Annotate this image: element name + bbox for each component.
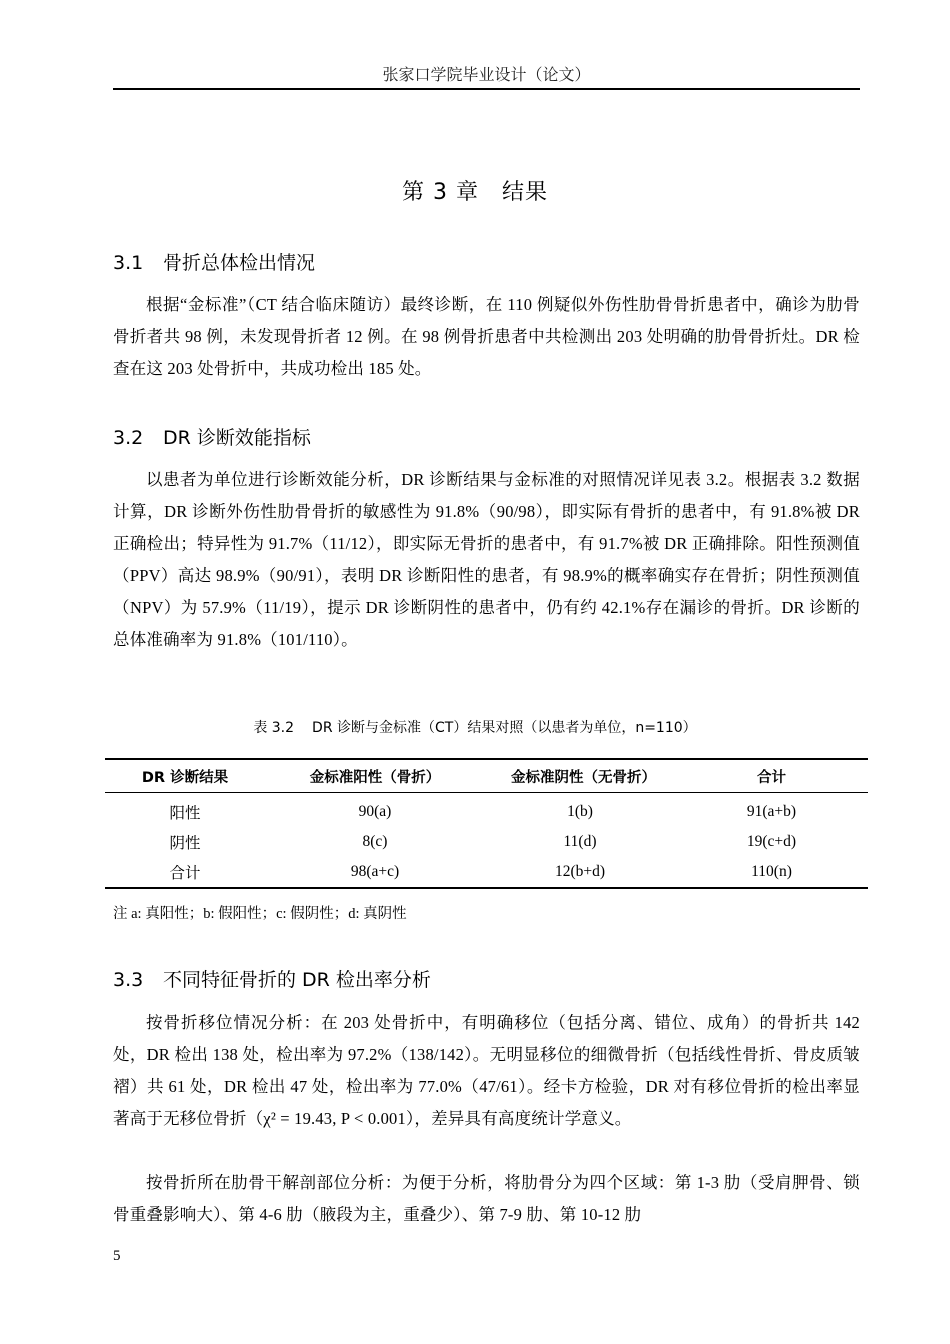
table-cell: 90(a) [358,803,392,820]
table-header-cell: 金标准阳性（骨折） [265,759,485,793]
table-row [105,793,868,828]
table-header-cell: 金标准阴性（无骨折） [485,759,675,793]
table-cell: 1(b) [567,803,593,820]
paragraph: 以患者为单位进行诊断效能分析，DR 诊断结果与金标准的对照情况详见表 3.2。根据表 3.2 数据计算，DR 诊断外伤性肋骨骨折的敏感性为 91.8%（90/98），即实际有骨折的患者中，有 91.8%被 DR 正确检出；特异性为 91.7%（11/12），即实际无骨折的患者中，有 91.7%被 DR 正确排除。阳性预测值（PPV）高达 98.9%（90/91），表明 DR 诊断阳性的患者，有 98.9%的概率确实存在骨折；阴性预测值（NPV）为 57.9%（11/19），提示 DR 诊断阴性的患者中，仍有约 42.1%存在漏诊的骨折。DR 诊断的总体准确率为 91.8%（101/110）。 [113,470,860,649]
table-header-row [105,759,868,793]
section-number: 3.2 [113,427,144,449]
table-cell: 合计 [105,857,265,888]
table-cell: 阴性 [169,835,201,852]
results-table [105,758,868,889]
table-cell: 8(c) [362,833,388,850]
section-number: 3.1 [113,252,144,274]
page-header: 张家口学院毕业设计（论文） [113,64,860,90]
table-header-cell: DR 诊断结果 [105,759,265,793]
table-caption-text: DR 诊断与金标准（CT）结果对照（以患者为单位，n=110） [312,720,697,736]
chapter-title: 第 3 章 结果 [402,180,548,205]
table-caption [0,716,950,740]
table-header-cell: 合计 [675,759,868,793]
section-heading-3-2 [113,424,311,452]
section-title: DR 诊断效能指标 [163,427,311,449]
table-cell: 98(a+c) [265,857,485,888]
table-cell: 12(b+d) [485,857,675,888]
table-cell: 11(d) [563,833,597,850]
paragraph: 根据“金标准”（CT 结合临床随访）最终诊断，在 110 例疑似外伤性肋骨骨折患者中，确诊为肋骨骨折者共 98 例，未发现骨折者 12 例。在 98 例骨折患者中共检测出 203 处明确的肋骨骨折灶。DR 检查在这 203 处骨折中，共成功检出 185 处。 [113,295,860,378]
section-heading-3-3 [113,966,431,994]
table-cell: 110(n) [675,857,868,888]
table-cell: 阳性 [169,805,201,822]
section-title: 不同特征骨折的 DR 检出率分析 [163,969,431,991]
table-cell: 91(a+b) [746,803,797,820]
table-cell: 19(c+d) [746,833,797,850]
section-title: 骨折总体检出情况 [163,252,316,274]
table-row [105,827,868,857]
section-number: 3.3 [113,969,144,991]
table-caption-number: 表 3.2 [253,720,295,736]
section-heading-3-1 [113,249,315,277]
page-number: 5 [113,1248,121,1264]
paragraph: 按骨折移位情况分析：在 203 处骨折中，有明确移位（包括分离、错位、成角）的骨折共 142 处，DR 检出 138 处，检出率为 97.2%（138/142）。无明显移位的细微骨折（包括线性骨折、骨皮质皱褶）共 61 处，DR 检出 47 处，检出率为 77.0%（47/61）。经卡方检验，DR 对有移位骨折的检出率显著高于无移位骨折（χ² = 19.43, P < 0.001），差异具有高度统计学意义。 [113,1013,860,1128]
paragraph: 按骨折所在肋骨干解剖部位分析：为便于分析，将肋骨分为四个区域：第 1-3 肋（受肩胛骨、锁骨重叠影响大）、第 4-6 肋（腋段为主，重叠少）、第 7-9 肋、第 10-12 肋 [113,1173,860,1224]
table-note: 注 a: 真阳性；b: 假阳性；c: 假阴性；d: 真阴性 [113,906,407,922]
table-row [105,857,868,888]
